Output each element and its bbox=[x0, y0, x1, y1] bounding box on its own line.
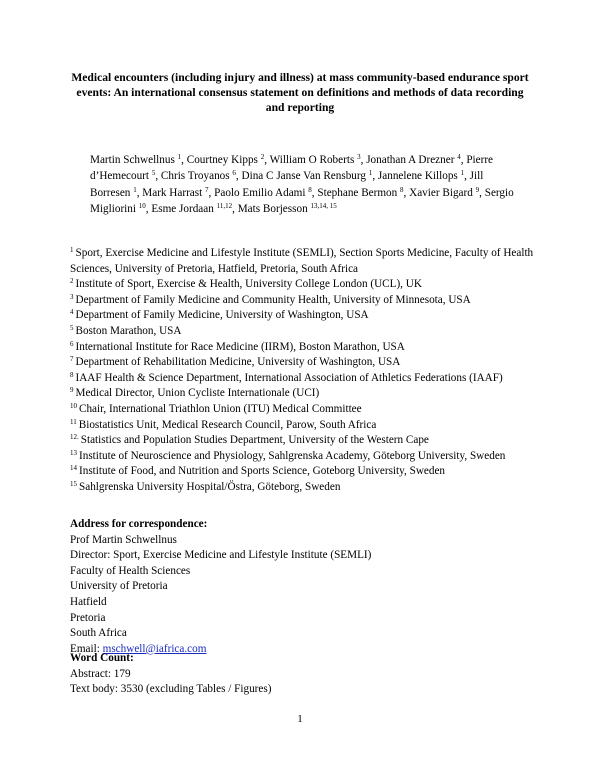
author: Dina C Janse Van Rensburg $^1$, bbox=[241, 169, 378, 183]
correspondence-line: Prof Martin Schwellnus bbox=[70, 533, 177, 546]
affiliation-text: Medical Director, Union Cycliste Internationale (UCI) bbox=[75, 387, 320, 400]
author-name: Stephane Bermon bbox=[317, 186, 398, 199]
text-body-word-count: Text body: 3530 (excluding Tables / Figures) bbox=[70, 683, 272, 696]
author-affiliation-number: 11,12 bbox=[216, 202, 233, 211]
affiliation-number: 8 bbox=[70, 370, 74, 379]
affiliation-text: Biostatistics Unit, Medical Research Council, Parow, South Africa bbox=[78, 418, 377, 431]
affiliation-item bbox=[70, 402, 540, 418]
author: Pierre d’Hemecourt $^5$, bbox=[90, 154, 494, 183]
author-affiliation-number: 4 bbox=[457, 153, 461, 161]
author-name: Pierre d’Hemecourt bbox=[90, 154, 494, 183]
page-number: 1 bbox=[297, 713, 303, 725]
correspondence-block bbox=[70, 517, 530, 657]
affiliation-item bbox=[70, 308, 540, 324]
affiliation-text: Statistics and Population Studies Department, University of the Western Cape bbox=[80, 434, 429, 447]
correspondence-line: Pretoria bbox=[70, 611, 106, 624]
author-affiliation-number: 8 bbox=[400, 185, 404, 194]
affiliation-item bbox=[70, 324, 540, 340]
author-affiliation-number: 13,14, 15 bbox=[310, 202, 337, 211]
author: Xavier Bigard $^9$, bbox=[409, 185, 485, 199]
affiliation-text: Sahlgrenska University Hospital/Östra, Göteborg, Sweden bbox=[79, 480, 341, 493]
correspondence-line: Hatfield bbox=[70, 595, 107, 608]
affiliation-text: International Institute for Race Medicine (IIRM), Boston Marathon, USA bbox=[75, 340, 405, 353]
word-count-block bbox=[70, 651, 530, 698]
affiliation-number: 6 bbox=[70, 339, 74, 348]
affiliation-number: 10 bbox=[70, 401, 77, 410]
affiliation-item bbox=[70, 433, 540, 449]
author-list bbox=[90, 152, 520, 218]
author-name: Mats Borjesson bbox=[237, 203, 308, 216]
affiliation-text: Boston Marathon, USA bbox=[75, 324, 182, 337]
author bbox=[238, 203, 337, 215]
author: Martin Schwellnus $^1$, bbox=[90, 153, 187, 166]
author-name: Jannelene Killops bbox=[377, 170, 458, 183]
affiliation-item bbox=[70, 480, 540, 496]
paper-title: Medical encounters (including injury and illness) at mass community-based endurance sport events: An international consensus statement on definitions and methods of data recording and reporting bbox=[71, 71, 529, 114]
affiliation-item bbox=[70, 340, 540, 356]
author-affiliation-number: 2 bbox=[260, 153, 265, 161]
author: Stephane Bermon $^8$, bbox=[317, 185, 410, 199]
author-name: Courtney Kipps bbox=[186, 154, 258, 166]
affiliation-text: Institute of Food, and Nutrition and Sports Science, Goteborg University, Sweden bbox=[79, 465, 446, 478]
affiliation-text: Institute of Sport, Exercise & Health, University College London (UCL), UK bbox=[75, 278, 422, 291]
affiliation-item bbox=[70, 464, 540, 480]
affiliation-number: 13 bbox=[70, 448, 77, 457]
author-name: Sergio Migliorini bbox=[90, 186, 514, 216]
affiliation-number: 5 bbox=[70, 323, 74, 332]
author-name: Mark Harrast bbox=[142, 186, 203, 199]
author-affiliation-number: 10 bbox=[138, 202, 146, 211]
author: Courtney Kipps $^2$, bbox=[186, 153, 270, 166]
affiliation-number: 11 bbox=[70, 417, 77, 426]
author-affiliation-number: 9 bbox=[475, 185, 480, 194]
author-name: Xavier Bigard bbox=[409, 186, 473, 199]
author: Chris Troyanos $^6$, bbox=[160, 169, 242, 183]
affiliation-text: Department of Family Medicine and Community Health, University of Minnesota, USA bbox=[75, 293, 471, 306]
affiliation-list bbox=[70, 246, 540, 496]
author-affiliation-number: 5 bbox=[151, 169, 156, 178]
affiliation-text: IAAF Health & Science Department, International Association of Athletics Federations (IAAF) bbox=[75, 371, 503, 384]
author-affiliation-number: 6 bbox=[232, 169, 236, 178]
affiliation-item bbox=[70, 371, 540, 387]
author-affiliation-number: 7 bbox=[205, 185, 209, 194]
author-affiliation-number: 1 bbox=[368, 169, 373, 178]
author: Mark Harrast $^7$, bbox=[142, 185, 215, 199]
affiliation-text: Department of Family Medicine, University of Washington, USA bbox=[75, 309, 369, 322]
affiliation-item bbox=[70, 449, 540, 465]
author-name: Martin Schwellnus bbox=[90, 154, 175, 166]
correspondence-heading: Address for correspondence: bbox=[70, 518, 208, 530]
affiliation-number: 3 bbox=[70, 292, 74, 301]
author-affiliation-number: 8 bbox=[308, 185, 312, 194]
author-affiliation-number: 1 bbox=[133, 185, 137, 194]
email-label: Email: bbox=[70, 642, 103, 655]
author-name: Esme Jordaan bbox=[151, 203, 214, 216]
affiliation-number: 14 bbox=[70, 464, 77, 473]
affiliation-text: Institute of Neuroscience and Physiology, Sahlgrenska Academy, Göteborg University, Sweden bbox=[79, 449, 506, 462]
author-name: Jill Borresen bbox=[90, 170, 484, 199]
author: Esme Jordaan $^{11,12}$, bbox=[151, 202, 238, 216]
affiliation-number: 1 bbox=[70, 246, 74, 254]
email-link[interactable]: mschwell@iafrica.com bbox=[102, 642, 207, 655]
author: Jill Borresen $^1$, bbox=[90, 170, 484, 199]
author-name: Dina C Janse Van Rensburg bbox=[241, 170, 367, 183]
affiliation-number: 15 bbox=[70, 479, 77, 488]
affiliation-item bbox=[70, 246, 540, 277]
affiliation-text: Department of Rehabilitation Medicine, University of Washington, USA bbox=[75, 356, 401, 369]
author: William O Roberts $^3$, bbox=[269, 153, 367, 166]
author-affiliation-number: 1 bbox=[460, 169, 465, 178]
author-name: Chris Troyanos bbox=[160, 170, 230, 183]
affiliation-item bbox=[70, 277, 540, 293]
author: Jonathan A Drezner $^4$, bbox=[366, 153, 467, 166]
correspondence-line: University of Pretoria bbox=[70, 580, 168, 593]
author-name: William O Roberts bbox=[269, 154, 355, 166]
author-affiliation-number: 3 bbox=[357, 153, 361, 161]
affiliation-text: Sport, Exercise Medicine and Lifestyle Institute (SEMLI), Section Sports Medicine, Faculty of Health Sciences, University of Pretoria, Hatfield, Pretoria, South Africa bbox=[70, 247, 534, 275]
correspondence-line: Faculty of Health Sciences bbox=[70, 564, 191, 577]
affiliation-number: 9 bbox=[70, 386, 74, 395]
author-name: Jonathan A Drezner bbox=[366, 154, 455, 166]
correspondence-line: Director: Sport, Exercise Medicine and Lifestyle Institute (SEMLI) bbox=[70, 549, 372, 562]
affiliation-item bbox=[70, 355, 540, 371]
affiliation-number: 4 bbox=[70, 308, 74, 317]
author: Sergio Migliorini $^{10}$, bbox=[90, 186, 514, 216]
affiliation-item bbox=[70, 293, 540, 309]
author-name: Paolo Emilio Adami bbox=[214, 186, 306, 199]
affiliation-item bbox=[70, 418, 540, 434]
author: Paolo Emilio Adami $^8$, bbox=[214, 185, 318, 199]
abstract-word-count: Abstract: 179 bbox=[70, 667, 131, 680]
affiliation-text: Chair, International Triathlon Union (ITU) Medical Committee bbox=[79, 402, 362, 415]
affiliation-number: 2 bbox=[70, 277, 74, 286]
word-count-heading: Word Count: bbox=[70, 652, 134, 664]
author-affiliation-number: 1 bbox=[177, 153, 182, 161]
correspondence-line: South Africa bbox=[70, 627, 127, 640]
affiliation-item bbox=[70, 386, 540, 402]
affiliation-number: 7 bbox=[70, 355, 74, 364]
affiliation-number: 12. bbox=[70, 433, 79, 442]
author: Jannelene Killops $^1$, bbox=[377, 169, 470, 183]
